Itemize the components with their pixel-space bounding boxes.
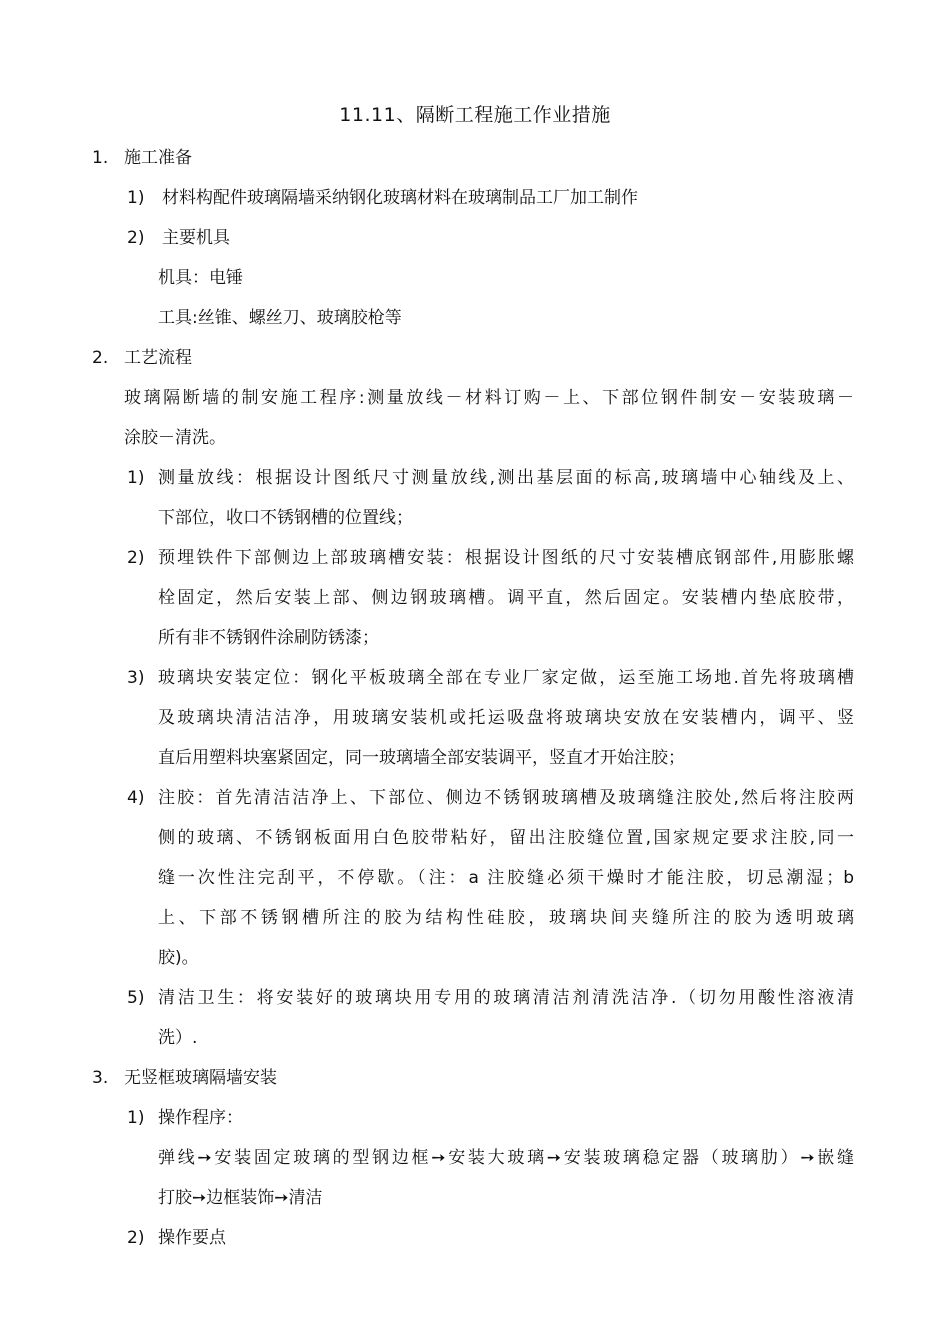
process-intro-line-1: 玻璃隔断墙的制安施工程序:测量放线－材料订购－上、下部位钢件制安－安装玻璃－	[124, 388, 854, 408]
section-2-item-2-line-3: 所有非不锈钢件涂刷防锈漆；	[158, 628, 379, 648]
section-3-item-1-text: 操作程序：	[158, 1108, 243, 1128]
section-2-item-4-line-4: 上、下部不锈钢槽所注的胶为结构性硅胶，玻璃块间夹缝所注的胶为透明玻璃	[158, 908, 854, 928]
section-1-number: 1.	[92, 148, 109, 168]
section-1-item-1-number: 1)	[127, 188, 145, 208]
procedure-line-2: 打胶➙边框装饰➙清洁	[158, 1188, 323, 1208]
machine-line: 机具：电锤	[158, 268, 243, 288]
section-2-item-1-line-1: 测量放线：根据设计图纸尺寸测量放线,测出基层面的标高,玻璃墙中心轴线及上、	[158, 468, 854, 488]
section-2-item-2-line-2: 栓固定，然后安装上部、侧边钢玻璃槽。调平直，然后固定。安装槽内垫底胶带，	[158, 588, 854, 608]
section-1-item-1-text: 材料构配件玻璃隔墙采纳钢化玻璃材料在玻璃制品工厂加工制作	[162, 188, 638, 208]
section-3-item-2-number: 2)	[127, 1228, 145, 1248]
section-2-heading: 工艺流程	[124, 348, 192, 368]
section-2-item-4-number: 4)	[127, 788, 145, 808]
section-3-number: 3.	[92, 1068, 109, 1088]
section-2-item-1-line-2: 下部位，收口不锈钢槽的位置线；	[158, 508, 413, 528]
section-3-item-1-number: 1)	[127, 1108, 145, 1128]
section-2-item-2-line-1: 预埋铁件下部侧边上部玻璃槽安装：根据设计图纸的尺寸安装槽底钢部件,用膨胀螺	[158, 548, 854, 568]
section-2-item-3-line-2: 及玻璃块清洁洁净，用玻璃安装机或托运吸盘将玻璃块安放在安装槽内，调平、竖	[158, 708, 854, 728]
section-2-item-1-number: 1)	[127, 468, 145, 488]
section-2-item-5-line-1: 清洁卫生：将安装好的玻璃块用专用的玻璃清洁剂清洗洁净.（切勿用酸性溶液清	[158, 988, 854, 1008]
section-1-item-2-text: 主要机具	[162, 228, 230, 248]
section-2-item-4-line-2: 侧的玻璃、不锈钢板面用白色胶带粘好，留出注胶缝位置,国家规定要求注胶,同一	[158, 828, 854, 848]
section-2-item-4-line-3: 缝一次性注完刮平，不停歇。（注：a 注胶缝必须干燥时才能注胶，切忌潮湿；b	[158, 868, 854, 888]
procedure-line-1: 弹线➙安装固定玻璃的型钢边框➙安装大玻璃➙安装玻璃稳定器（玻璃肋）➙嵌缝	[158, 1148, 854, 1168]
section-2-item-4-line-1: 注胶：首先清洁洁净上、下部位、侧边不锈钢玻璃槽及玻璃缝注胶处,然后将注胶两	[158, 788, 854, 808]
section-3-heading: 无竖框玻璃隔墙安装	[124, 1068, 277, 1088]
process-intro-line-2: 涂胶－清洗。	[124, 428, 226, 448]
section-2-number: 2.	[92, 348, 109, 368]
section-2-item-3-line-1: 玻璃块安装定位：钢化平板玻璃全部在专业厂家定做，运至施工场地.首先将玻璃槽	[158, 668, 854, 688]
section-3-item-2-text: 操作要点	[158, 1228, 226, 1248]
section-1-item-2-number: 2)	[127, 228, 145, 248]
page-title: 11.11、隔断工程施工作业措施	[339, 104, 611, 126]
section-2-item-4-line-5: 胶)。	[158, 948, 199, 968]
tools-line: 工具:丝锥、螺丝刀、玻璃胶枪等	[158, 308, 402, 328]
section-2-item-5-number: 5)	[127, 988, 145, 1008]
section-2-item-5-line-2: 洗）.	[158, 1028, 198, 1048]
section-2-item-3-number: 3)	[127, 668, 145, 688]
section-1-heading: 施工准备	[124, 148, 192, 168]
section-2-item-3-line-3: 直后用塑料块塞紧固定，同一玻璃墙全部安装调平，竖直才开始注胶；	[158, 748, 685, 768]
section-2-item-2-number: 2)	[127, 548, 145, 568]
